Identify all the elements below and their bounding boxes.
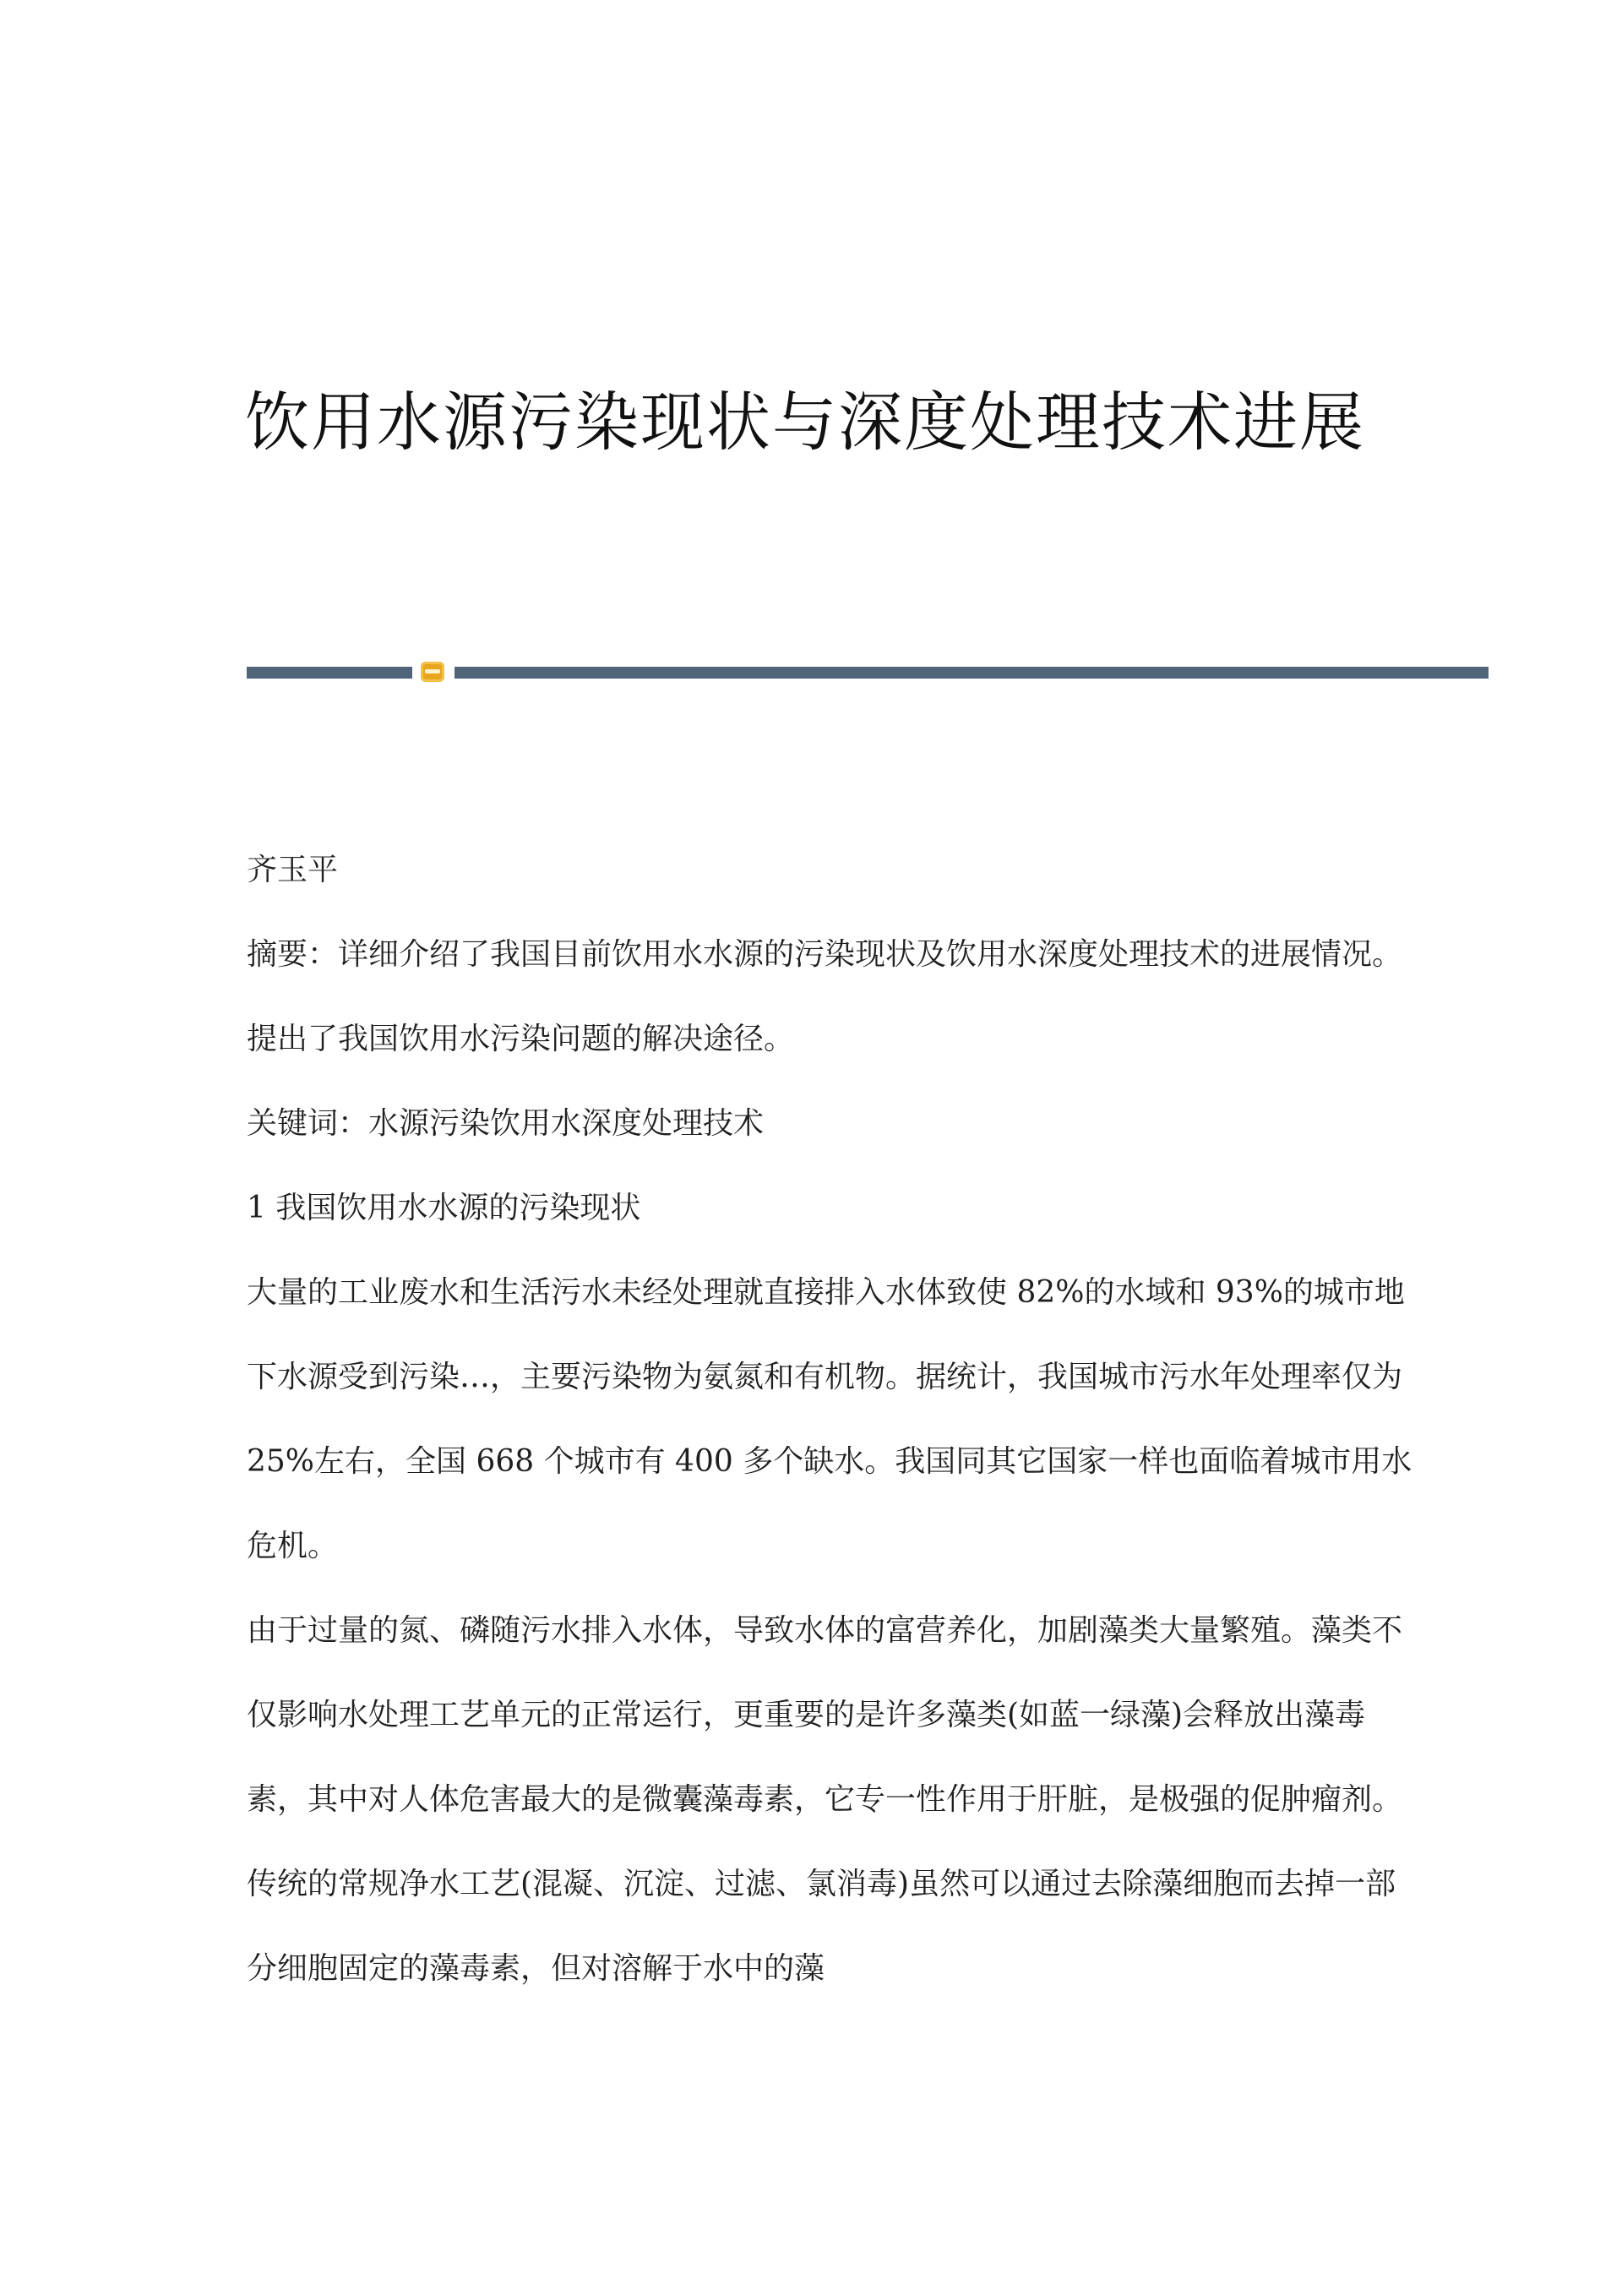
- section-heading: 1 我国饮用水水源的污染现状: [247, 1191, 641, 1225]
- divider-bar-left: [247, 667, 412, 679]
- keywords: 关键词：水源污染饮用水深度处理技术: [247, 1106, 765, 1141]
- abstract: 摘要：详细介绍了我国目前饮用水水源的污染现状及饮用水深度处理技术的进展情况。提出了我国饮用水污染问题的解决途径。: [247, 937, 1403, 1056]
- divider-bar-right: [454, 667, 1489, 679]
- body-paragraph: 大量的工业废水和生活污水未经处理就直接排入水体致使 82%的水域和 93%的城市地下水源受到污染…，主要污染物为氨氮和有机物。据统计，我国城市污水年处理率仅为 25%左右，全国 668 个城市有 400 多个缺水。我国同其它国家一样也面临着城市用水危机。: [247, 1275, 1412, 1563]
- body-paragraph: 由于过量的氮、磷随污水排入水体，导致水体的富营养化，加剧藻类大量繁殖。藻类不仅影响水处理工艺单元的正常运行，更重要的是许多藻类(如蓝一绿藻)会释放出藻毒素，其中对人体危害最大的是微囊藻毒素，它专一性作用于肝脏，是极强的促肿瘤剂。传统的常规净水工艺(混凝、沉淀、过滤、氯消毒)虽然可以通过去除藻细胞而去掉一部分细胞固定的藻毒素，但对溶解于水中的藻: [247, 1613, 1403, 1986]
- author-name: 齐玉平: [247, 853, 339, 887]
- divider-ornament-icon: [421, 662, 444, 682]
- document-body: [247, 828, 1412, 2011]
- title-divider: [247, 659, 1489, 686]
- document-title: 饮用水源污染现状与深度处理技术进展: [245, 384, 1365, 460]
